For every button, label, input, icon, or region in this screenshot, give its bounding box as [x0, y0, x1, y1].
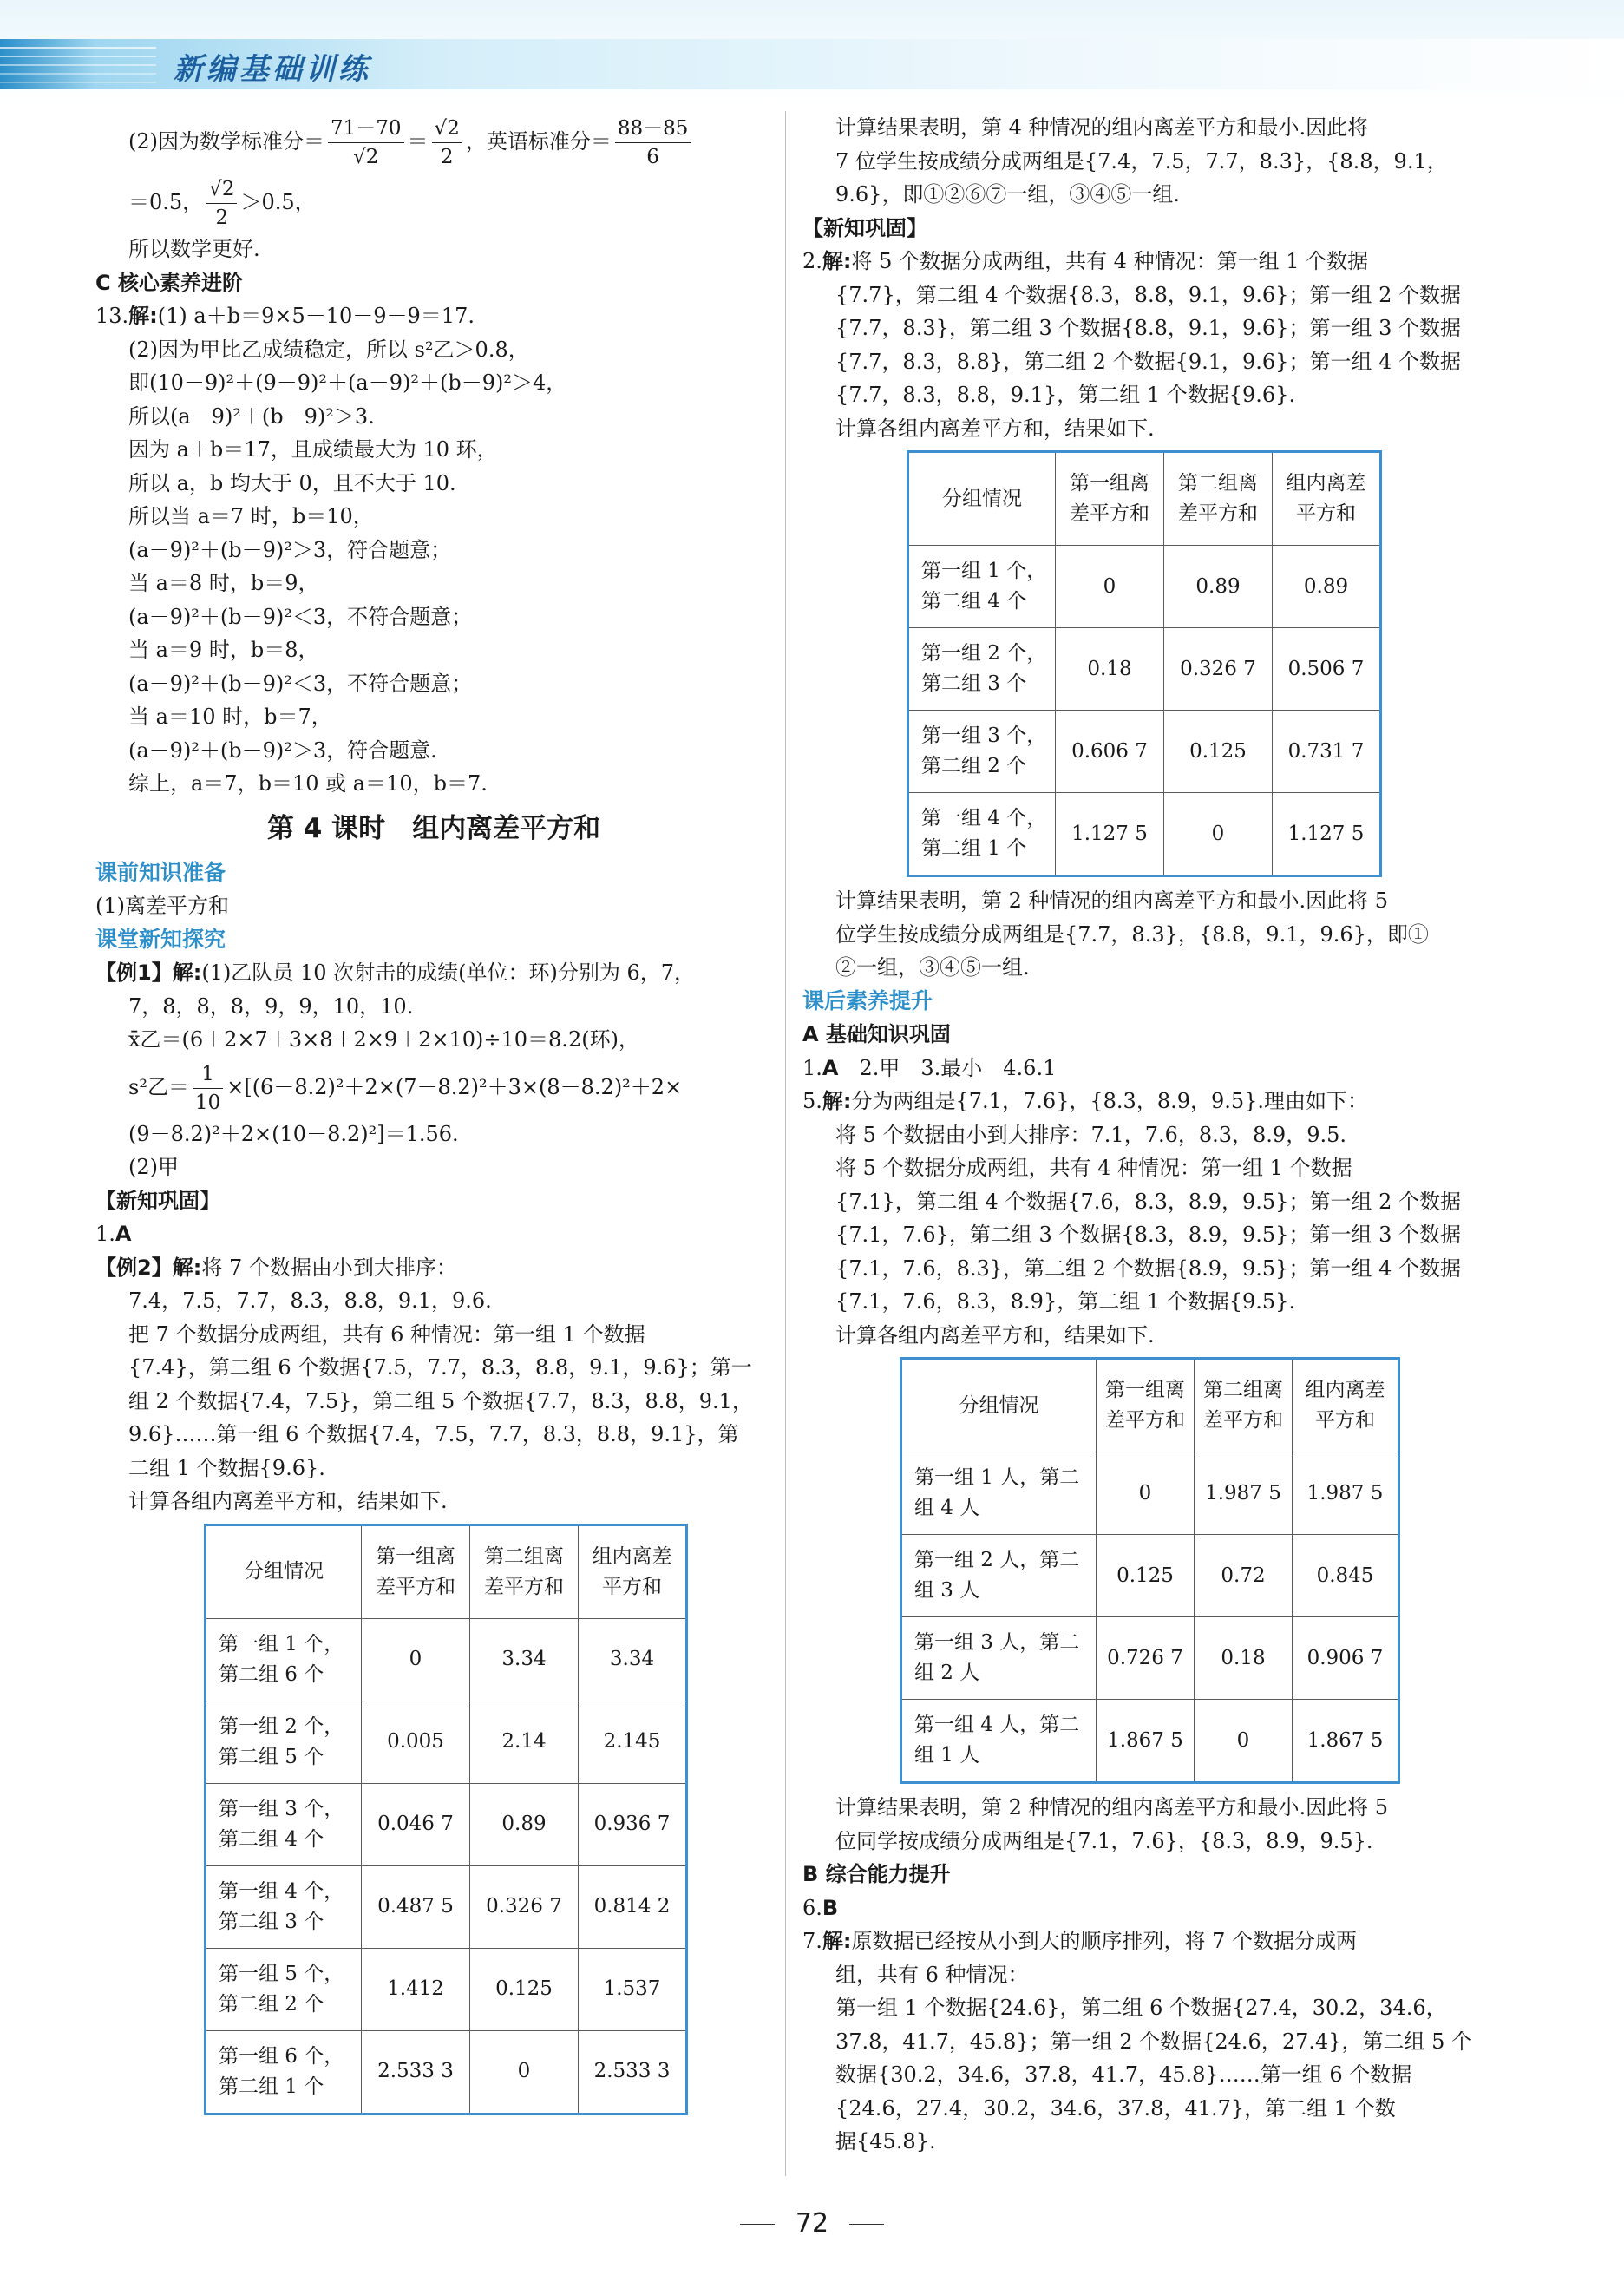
answer-line: 位同学按成绩分成两组是{7.1，7.6}，{8.3，8.9，9.5}.	[835, 1828, 1373, 1853]
answer-line: 计算结果表明，第 2 种情况的组内离差平方和最小.因此将 5	[835, 1795, 1389, 1819]
answer-line: (2)甲	[128, 1155, 179, 1179]
answer-line: 将 5 个数据由小到大排序：7.1，7.6，8.3，8.9，9.5.	[835, 1122, 1346, 1147]
answer-line: {7.7，8.3，8.8，9.1}，第二组 1 个数据{9.6}.	[835, 383, 1296, 407]
answer-line: 综上，a＝7，b＝10 或 a＝10，b＝7.	[128, 771, 488, 796]
table-cell-group: 第一组 5 个， 第二组 2 个	[206, 1948, 362, 2030]
banner-stripes-decoration	[0, 39, 156, 89]
table-header-cell: 分组情况	[908, 452, 1056, 546]
answer-line: 将 5 个数据分成两组，共有 4 种情况：第一组 1 个数据	[835, 1156, 1352, 1180]
answer-line: 5.解:分为两组是{7.1，7.6}，{8.3，8.9，9.5}.理由如下：	[802, 1089, 1369, 1113]
answer-line: 7.解:原数据已经按从小到大的顺序排列，将 7 个数据分成两	[802, 1929, 1358, 1953]
table-cell-value: 0.89	[470, 1783, 579, 1865]
table-row	[901, 1617, 1399, 1700]
table-cell-group: 第一组 3 个， 第二组 4 个	[206, 1783, 362, 1865]
answer-line: 当 a＝10 时，b＝7，	[128, 705, 332, 729]
table-cell-value: 0	[1195, 1700, 1293, 1783]
table-header-cell: 组内离差 平方和	[579, 1524, 687, 1618]
table-cell-value: 0.845	[1293, 1535, 1399, 1617]
answer-line: 7 位学生按成绩分成两组是{7.4，7.5，7.7，8.3}，{8.8，9.1，	[835, 148, 1448, 174]
answer-line: 【例1】解:(1)乙队员 10 次射击的成绩(单位：环)分别为 6，7，	[95, 960, 695, 985]
answer-line: ②一组，③④⑤一组.	[835, 955, 1030, 980]
table-row	[206, 1948, 687, 2030]
table-cell-value: 0.89	[1273, 546, 1381, 628]
table-header-cell: 组内离差 平方和	[1273, 452, 1381, 546]
right-column	[802, 111, 1479, 2159]
answer-line: 6.B	[802, 1895, 839, 1920]
table-row	[206, 2030, 687, 2114]
table-cell-value: 0	[470, 2030, 579, 2114]
table-cell-value: 0	[1097, 1452, 1195, 1535]
table-cell-value: 1.537	[579, 1948, 687, 2030]
table-cell-group: 第一组 1 个， 第二组 6 个	[206, 1618, 362, 1701]
page-number-dash	[849, 2224, 884, 2226]
table-cell-value: 3.34	[579, 1618, 687, 1701]
table-cell-value: 1.987 5	[1195, 1452, 1293, 1535]
answer-line: {7.7，8.3}，第二组 3 个数据{8.8，9.1，9.6}；第一组 3 个数据	[835, 316, 1461, 340]
table-header-cell: 第一组离 差平方和	[362, 1524, 470, 1618]
table-cell-value: 0	[1164, 793, 1273, 876]
table-cell-group: 第一组 3 个， 第二组 2 个	[908, 711, 1056, 793]
answer-line: 第一组 1 个数据{24.6}，第二组 6 个数据{27.4，30.2，34.6，	[835, 1996, 1447, 2020]
table-cell-value: 0.326 7	[1164, 628, 1273, 711]
table-cell-value: 0.18	[1195, 1617, 1293, 1700]
answer-line: 当 a＝8 时，b＝9，	[128, 571, 319, 595]
answer-line: 2.解:将 5 个数据分成两组，共有 4 种情况：第一组 1 个数据	[802, 249, 1369, 273]
section-heading-c: C 核心素养进阶	[95, 270, 243, 295]
section-heading-consolidate: 【新知巩固】	[95, 1188, 220, 1213]
table-cell-group: 第一组 3 人，第二 组 2 人	[901, 1617, 1097, 1700]
answer-line: 1.A 2.甲 3.最小 4.6.1	[802, 1055, 1057, 1080]
answer-line: (2)因为数学标准分＝ $\frac{71-70}{√2}$ ＝ $\frac{√2}{2}$ ，英语标准分＝ $\frac{88-85}{6}$	[95, 111, 772, 172]
table-cell-value: 0.125	[1164, 711, 1273, 793]
table-row	[908, 628, 1381, 711]
table-cell-group: 第一组 4 人，第二 组 1 人	[901, 1700, 1097, 1783]
table-header-cell: 第二组离 差平方和	[1195, 1359, 1293, 1452]
table-cell-value: 1.127 5	[1056, 793, 1164, 876]
answer-line: 所以当 a＝7 时，b＝10，	[128, 504, 374, 528]
table-row	[908, 793, 1381, 876]
table-cell-value: 0.89	[1164, 546, 1273, 628]
table-cell-value: 0.814 2	[579, 1865, 687, 1948]
table-cell-value: 3.34	[470, 1618, 579, 1701]
answer-line: 即(10－9)²＋(9－9)²＋(a－9)²＋(b－9)²＞4，	[128, 370, 567, 395]
table-cell-group: 第一组 2 个， 第二组 3 个	[908, 628, 1056, 711]
answer-line: 组，共有 6 种情况：	[835, 1962, 1029, 1987]
table-cell-value: 0.606 7	[1056, 711, 1164, 793]
answer-line: {7.1，7.6，8.3，8.9}，第二组 1 个数据{9.5}.	[835, 1289, 1296, 1314]
table-header-cell: 分组情况	[901, 1359, 1097, 1452]
table-header-cell: 分组情况	[206, 1524, 362, 1618]
book-title: 新编基础训练	[174, 52, 371, 87]
fraction: $\frac{√2}{2}$	[432, 115, 462, 171]
table-cell-group: 第一组 1 个， 第二组 4 个	[908, 546, 1056, 628]
fraction: $\frac{71-70}{√2}$	[328, 115, 404, 171]
column-divider	[785, 111, 786, 2176]
table-cell-group: 第一组 2 人，第二 组 3 人	[901, 1535, 1097, 1617]
table-header-cell: 第一组离 差平方和	[1097, 1359, 1195, 1452]
answer-line: 1.A	[95, 1222, 132, 1246]
answer-line: 9.6}……第一组 6 个数据{7.4，7.5，7.7，8.3，8.8，9.1}，第	[128, 1422, 739, 1446]
table-row	[901, 1700, 1399, 1783]
left-column	[95, 111, 772, 2122]
answer-line: {7.1，7.6}，第二组 3 个数据{8.3，8.9，9.5}；第一组 3 个数据	[835, 1223, 1461, 1247]
section-heading-consolidate: 【新知巩固】	[802, 215, 927, 240]
table-cell-value: 2.533 3	[579, 2030, 687, 2114]
answer-line: 37.8，41.7，45.8}；第一组 2 个数据{24.6，27.4}，第二组 5 个	[835, 2029, 1473, 2054]
table-header-row	[908, 452, 1381, 546]
answer-line: {7.7，8.3，8.8}，第二组 2 个数据{9.1，9.6}；第一组 4 个数据	[835, 349, 1461, 374]
table-cell-value: 0.125	[1097, 1535, 1195, 1617]
answer-line: 位学生按成绩分成两组是{7.7，8.3}，{8.8，9.1，9.6}，即①	[835, 921, 1429, 947]
data-table-q2	[907, 450, 1382, 877]
answer-line: 数据{30.2，34.6，37.8，41.7，45.8}……第一组 6 个数据	[835, 2062, 1412, 2087]
answer-line: {24.6，27.4，30.2，34.6，37.8，41.7}，第二组 1 个数	[835, 2095, 1396, 2121]
section-heading-pre: 课前知识准备	[95, 859, 226, 885]
answer-line: {7.7}，第二组 4 个数据{8.3，8.8，9.1，9.6}；第一组 2 个数据	[835, 282, 1461, 307]
table-row	[901, 1452, 1399, 1535]
fraction: $\frac{√2}{2}$	[206, 175, 237, 232]
table-header-row	[206, 1524, 687, 1618]
table-cell-value: 0.005	[362, 1701, 470, 1783]
section-heading-after: 课后素养提升	[802, 987, 933, 1013]
table-cell-value: 2.14	[470, 1701, 579, 1783]
table-cell-value: 0.125	[470, 1948, 579, 2030]
page-number-dash	[740, 2224, 775, 2226]
section-heading-a: A 基础知识巩固	[802, 1022, 951, 1046]
answer-line: 组 2 个数据{7.4，7.5}，第二组 5 个数据{7.7，8.3，8.8，9.1，	[128, 1388, 753, 1413]
table-cell-value: 0	[362, 1618, 470, 1701]
header-banner	[0, 0, 1624, 102]
table-cell-value: 1.867 5	[1097, 1700, 1195, 1783]
answer-line: (a－9)²＋(b－9)²＞3，符合题意；	[128, 537, 452, 562]
table-header-row	[901, 1359, 1399, 1452]
fraction: $\frac{88-85}{6}$	[615, 115, 691, 171]
answer-line: 13.解:(1) a＋b＝9×5－10－9－9＝17.	[95, 304, 475, 328]
answer-line: 9.6}，即①②⑥⑦一组，③④⑤一组.	[835, 182, 1181, 207]
answer-line: (1)离差平方和	[95, 894, 229, 918]
answer-line: (9－8.2)²＋2×(10－8.2)²]＝1.56.	[128, 1121, 459, 1146]
answer-line: {7.1，7.6，8.3}，第二组 2 个数据{8.9，9.5}；第一组 4 个数据	[835, 1256, 1461, 1281]
section-heading-b: B 综合能力提升	[802, 1862, 951, 1886]
answer-line: 计算结果表明，第 4 种情况的组内离差平方和最小.因此将	[835, 115, 1369, 140]
answer-line: {7.4}，第二组 6 个数据{7.5，7.7，8.3，8.8，9.1，9.6}；第一	[128, 1355, 752, 1380]
table-cell-value: 2.533 3	[362, 2030, 470, 2114]
table-cell-value: 0.906 7	[1293, 1617, 1399, 1700]
page-number: 72	[0, 2208, 1624, 2239]
answer-line: (a－9)²＋(b－9)²＜3，不符合题意；	[128, 671, 473, 696]
table-row	[908, 711, 1381, 793]
table-cell-value: 1.987 5	[1293, 1452, 1399, 1535]
answer-line: 所以数学更好.	[128, 237, 260, 261]
answer-line: 把 7 个数据分成两组，共有 6 种情况：第一组 1 个数据	[128, 1321, 645, 1347]
answer-line: {7.1}，第二组 4 个数据{7.6，8.3，8.9，9.5}；第一组 2 个数据	[835, 1189, 1461, 1214]
answer-line: 当 a＝9 时，b＝8，	[128, 638, 319, 662]
data-table-ex2	[204, 1524, 688, 2115]
table-row	[908, 546, 1381, 628]
answer-line: 计算各组内离差平方和，结果如下.	[835, 1322, 1155, 1347]
table-cell-value: 0.326 7	[470, 1865, 579, 1948]
table-cell-value: 2.145	[579, 1701, 687, 1783]
table-row	[901, 1535, 1399, 1617]
table-cell-group: 第一组 4 个， 第二组 1 个	[908, 793, 1056, 876]
table-cell-value: 0.936 7	[579, 1783, 687, 1865]
table-cell-group: 第一组 1 人，第二 组 4 人	[901, 1452, 1097, 1535]
answer-line: 计算各组内离差平方和，结果如下.	[835, 416, 1155, 441]
lesson-title: 第 4 课时 组内离差平方和	[266, 812, 601, 844]
section-heading-class: 课堂新知探究	[95, 926, 226, 952]
answer-line: 所以 a，b 均大于 0，且不大于 10.	[128, 470, 456, 495]
answer-line: 计算各组内离差平方和，结果如下.	[128, 1489, 448, 1513]
table-cell-value: 0.506 7	[1273, 628, 1381, 711]
table-cell-value: 0.046 7	[362, 1783, 470, 1865]
table-header-cell: 第二组离 差平方和	[1164, 452, 1273, 546]
table-row	[206, 1865, 687, 1948]
table-row	[206, 1618, 687, 1701]
answer-line: ＝0.5， $\frac{√2}{2}$ ＞0.5，	[95, 172, 772, 233]
table-row	[206, 1701, 687, 1783]
answer-line: 据{45.8}.	[835, 2129, 936, 2154]
answer-line: 因为 a＋b＝17，且成绩最大为 10 环，	[128, 437, 498, 462]
table-cell-value: 1.127 5	[1273, 793, 1381, 876]
table-header-cell: 第一组离 差平方和	[1056, 452, 1164, 546]
table-cell-group: 第一组 2 个， 第二组 5 个	[206, 1701, 362, 1783]
table-cell-value: 0.726 7	[1097, 1617, 1195, 1700]
answer-line: 7.4，7.5，7.7，8.3，8.8，9.1，9.6.	[128, 1288, 492, 1313]
answer-line: x̄乙＝(6＋2×7＋3×8＋2×9＋2×10)÷10＝8.2(环)，	[128, 1027, 639, 1052]
table-cell-value: 0.18	[1056, 628, 1164, 711]
fraction: $\frac{1}{10}$	[193, 1060, 223, 1117]
table-cell-value: 0.731 7	[1273, 711, 1381, 793]
table-cell-group: 第一组 4 个， 第二组 3 个	[206, 1865, 362, 1948]
answer-line: (a－9)²＋(b－9)²＞3，符合题意.	[128, 738, 437, 763]
table-cell-value: 0	[1056, 546, 1164, 628]
table-cell-value: 0.72	[1195, 1535, 1293, 1617]
answer-line: (2)因为甲比乙成绩稳定，所以 s²乙＞0.8，	[128, 337, 529, 362]
data-table-q5	[900, 1357, 1400, 1784]
table-cell-value: 1.867 5	[1293, 1700, 1399, 1783]
answer-line: 7，8，8，8，9，9，10，10.	[128, 993, 414, 1019]
answer-line: 计算结果表明，第 2 种情况的组内离差平方和最小.因此将 5	[835, 888, 1389, 913]
table-cell-value: 1.412	[362, 1948, 470, 2030]
table-header-cell: 组内离差 平方和	[1293, 1359, 1399, 1452]
answer-line: 所以(a－9)²＋(b－9)²＞3.	[128, 403, 375, 429]
table-cell-value: 0.487 5	[362, 1865, 470, 1948]
answer-line: 【例2】解:将 7 个数据由小到大排序：	[95, 1255, 457, 1280]
answer-line: (a－9)²＋(b－9)²＜3，不符合题意；	[128, 604, 473, 629]
table-header-cell: 第二组离 差平方和	[470, 1524, 579, 1618]
table-row	[206, 1783, 687, 1865]
answer-line: s²乙＝ $\frac{1}{10}$ ×[(6－8.2)²＋2×(7－8.2)²＋3×(8－8.2)²＋2×	[95, 1057, 772, 1118]
answer-line: 二组 1 个数据{9.6}.	[128, 1455, 325, 1480]
table-cell-group: 第一组 6 个， 第二组 1 个	[206, 2030, 362, 2114]
